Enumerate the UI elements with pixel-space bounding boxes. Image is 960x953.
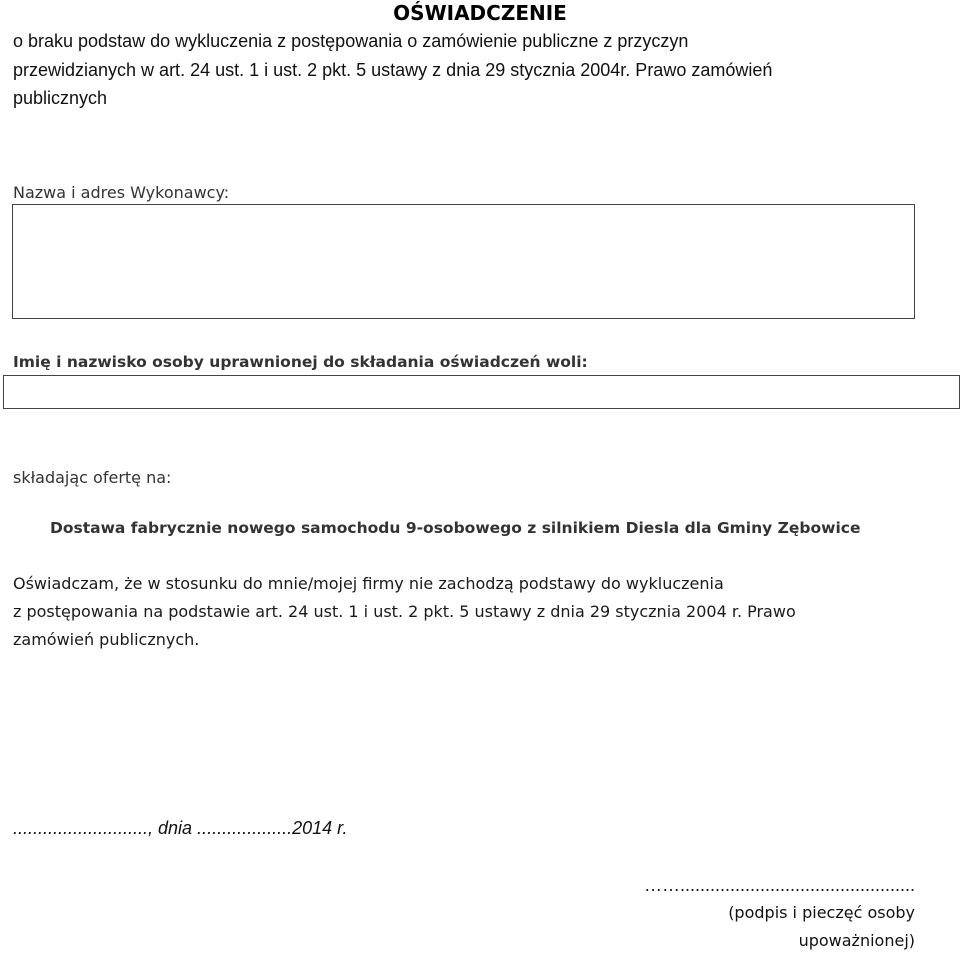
person-value (4, 376, 959, 384)
subtitle-line-1: o braku podstaw do wykluczenia z postępowania o zamówienie publiczne z przyczyn (13, 31, 689, 51)
contractor-field[interactable] (12, 204, 915, 319)
signature-line: ……............................................... (643, 875, 915, 895)
contractor-label: Nazwa i adres Wykonawcy: (13, 183, 230, 202)
person-label: Imię i nazwisko osoby uprawnionej do składania oświadczeń woli: (13, 353, 588, 371)
document-title: OŚWIADCZENIE (393, 1, 567, 25)
date-line: ..........................., dnia ...................2014 r. (13, 818, 348, 838)
offer-subject: Dostawa fabrycznie nowego samochodu 9-osobowego z silnikiem Diesla dla Gminy Zębowice (50, 519, 861, 537)
contractor-value (13, 205, 914, 217)
statement-line-3: zamówień publicznych. (13, 630, 200, 649)
signature-caption-line-1: (podpis i pieczęć osoby (728, 903, 915, 922)
subtitle-line-3: publicznych (13, 88, 108, 108)
offer-label: składając ofertę na: (13, 468, 172, 487)
person-field[interactable] (3, 375, 960, 409)
signature-caption-line-2: upoważnionej) (798, 931, 915, 950)
statement-line-1: Oświadczam, że w stosunku do mnie/mojej firmy nie zachodzą podstawy do wykluczenia (13, 574, 724, 593)
statement-line-2: z postępowania na podstawie art. 24 ust. 1 i ust. 2 pkt. 5 ustawy z dnia 29 stycznia 2004 r. Prawo (13, 602, 796, 621)
subtitle-line-2: przewidzianych w art. 24 ust. 1 i ust. 2 pkt. 5 ustawy z dnia 29 stycznia 2004r. Prawo zamówień (13, 60, 773, 80)
